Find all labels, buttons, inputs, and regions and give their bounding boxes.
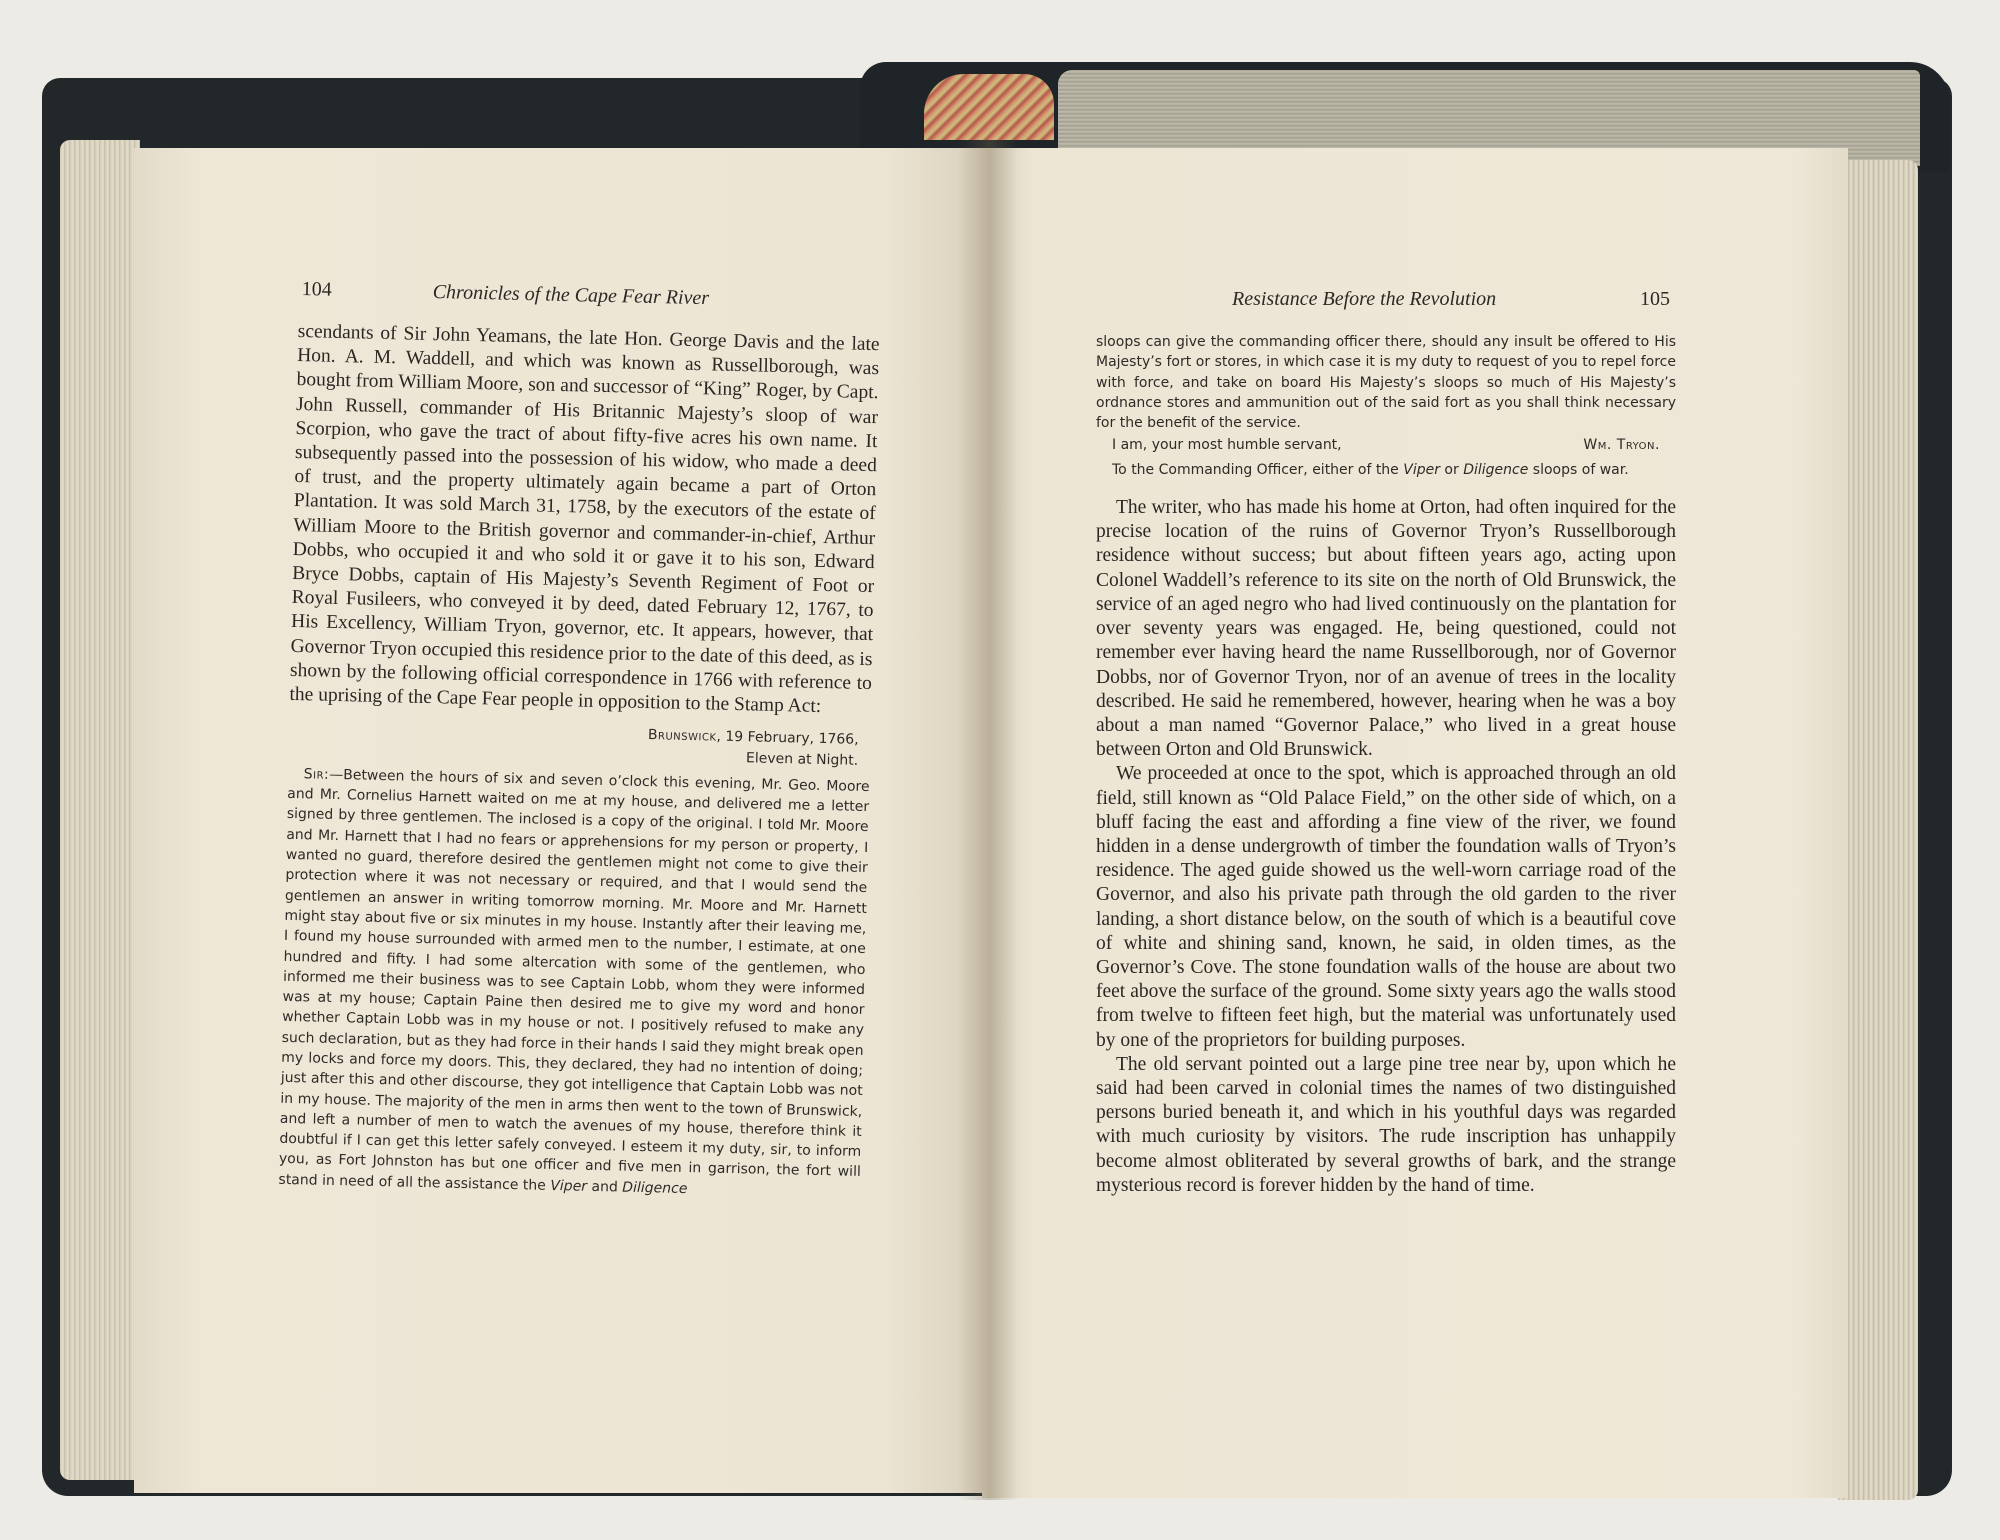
book-gutter [958,140,1018,1500]
right-paragraph-3: The old servant pointed out a large pine tree near by, upon which he said had been carved in colonial times the names of two distinguished persons buried beneath it, and which in his youthful days was regarded with much curiosity by visitors. The rude inscription has unhappily become almost obliterated by several growths of bark, and the strange mysterious record is forever hidden by the hand of time. [1096,1053,1676,1196]
letter-and: and [586,1178,623,1196]
addressee-or: or [1439,461,1464,478]
letter-text: —Between the hours of six and seven o’clock this evening, Mr. Geo. Moore and Mr. Cornelius Harnett waited on me at my house, and delivered me a letter signed by three gentlemen. The inclosed is a copy of the original. I told Mr. Moore and Mr. Harnett that I had no fears or apprehensions for my person or property, I wanted no guard, therefore desired the gentlemen might not come to give their protection where it was not necessary or required, and that I would send the gentlemen an answer in writing tomorrow morning. Mr. Moore and Mr. Harnett might stay about five or six minutes in my house. Instantly after their leaving me, I found my house surrounded with armed men to the number, I estimate, at one hundred and fifty. I had some altercation with some of the gentlemen, who informed me their business was to see Captain Lobb, whom they were informed was at my house; Captain Paine then desired me to give my word and honor whether Captain Lobb was in my house or not. I positively refused to make any such declaration, but as they had force in their hands I said they might break open my locks and force my doors. This, they declared, they had no intention of doing; just after this and other discourse, they got intelligence that Captain Lobb was not in my house. The majority of the men in arms then went to the town of Brunswick, and left a number of men to watch the avenues of my house, therefore think it doubtful if I can get this letter safely conveyed. I esteem it my duty, sir, to inform you, as Fort Johnston has but one officer and five men in garrison, the fort will stand in need of all the assistance the [278,766,870,1194]
left-text-block [278,320,880,1203]
letter-signoff [1096,435,1676,455]
right-page-running-title: Resistance Before the Revolution [1232,288,1497,310]
right-page-number: 105 [1640,288,1670,310]
letter-continuation: sloops can give the commanding officer there, should any insult be offered to His Majesty’s fort or stores, in which case it is my duty to request of you to repel force with force, and take on board His Majesty’s sloops so much of His Majesty’s ordnance stores and ammunition out of the said fort as you shall think necessary for the benefit of the service. [1096,334,1676,432]
right-page-number-wrap [1640,288,1670,311]
left-page-number: 104 [301,278,332,301]
letter-body [278,764,870,1203]
letter-addressee [1096,460,1676,480]
letter-dateline-time: Eleven at Night. [745,749,859,769]
addressee-pre: To the Commanding Officer, either of the [1112,461,1404,478]
left-page-running-title: Chronicles of the Cape Fear River [432,280,710,310]
dateline-place: Brunswick [647,727,717,745]
dateline-date: , 19 February, 1766, [716,728,859,749]
left-page-stack-edge [60,140,140,1480]
addressee-post: sloops of war. [1528,461,1629,478]
right-running-head [1232,288,1496,311]
right-paragraph-2: We proceeded at once to the spot, which is approached through an old field, still known as “Old Palace Field,” on the other side of which, on a bluff facing the east and affording a fine view of the river, we found hidden in a dense undergrowth of timber the foundation walls of Tryon’s residence. The aged guide showed us the well-worn carriage road of the Governor, and also his private path through the old garden to the river landing, a short distance below, on the south of which is a beautiful cove of white and shining sand, known, he said, in olden times, as the Governor’s Cove. The stone foundation walls of the house are about two feet above the surface of the ground. Some sixty years ago the walls stood from twelve to fifteen feet high, but the material was unfortunately used by one of the proprietors for building purposes. [1096,763,1676,1051]
right-text-block [1096,332,1676,1198]
letter-closing: I am, your most humble servant, [1112,437,1342,454]
letter-salutation: Sir: [303,766,330,783]
addressee-viper: Viper [1403,461,1440,478]
bookmark-ribbon [924,74,1054,140]
addressee-diligence: Diligence [1463,461,1529,478]
right-page-stack-edge [1838,160,1918,1500]
letter-signature: Wm. Tryon. [1583,437,1660,454]
letter-ship-diligence: Diligence [622,1179,688,1197]
letter-ship-viper: Viper [550,1177,588,1195]
left-body-paragraph: scendants of Sir John Yeamans, the late Hon. George Davis and the late Hon. A. M. Waddell, and which was known as Russellborough, was bought from William Moore, son and successor of “King” Roger, by Capt. John Russell, commander of His Britannic Majesty’s sloop of war Scorpion, who gave the tract of about fifty-five acres his own name. It subsequently passed into the possession of his widow, who made a deed of trust, and the property ultimately again became a part of Orton Plantation. It was sold March 31, 1758, by the executors of the estate of William Moore to the British governor and commander-in-chief, Arthur Dobbs, who occupied it and who sold it or gave it to his son, Edward Bryce Dobbs, captain of His Majesty’s Seventh Regiment of Foot or Royal Fusileers, who conveyed it by deed, dated February 12, 1767, to His Excellency, William Tryon, governor, etc. It appears, however, that Governor Tryon occupied this residence prior to the date of this deed, as is shown by the following official correspondence in 1766 with reference to the uprising of the Cape Fear people in opposition to the Stamp Act: [289,320,880,718]
right-paragraph-1: The writer, who has made his home at Orton, had often inquired for the precise location of the ruins of Governor Tryon’s Russellborough residence without success; but about fifteen years ago, acting upon Colonel Waddell’s reference to its site on the north of Old Brunswick, the service of an aged negro who had lived continuously on the plantation for over seventy years was engaged. He, being questioned, could not remember ever having heard the name Russellborough, nor of Governor Dobbs, nor of Governor Tryon, nor of an avenue of trees in the locality described. He said he remembered, however, hearing when he was a boy about a man named “Governor Palace,” who lived in a great house between Orton and Old Brunswick. [1096,497,1676,761]
